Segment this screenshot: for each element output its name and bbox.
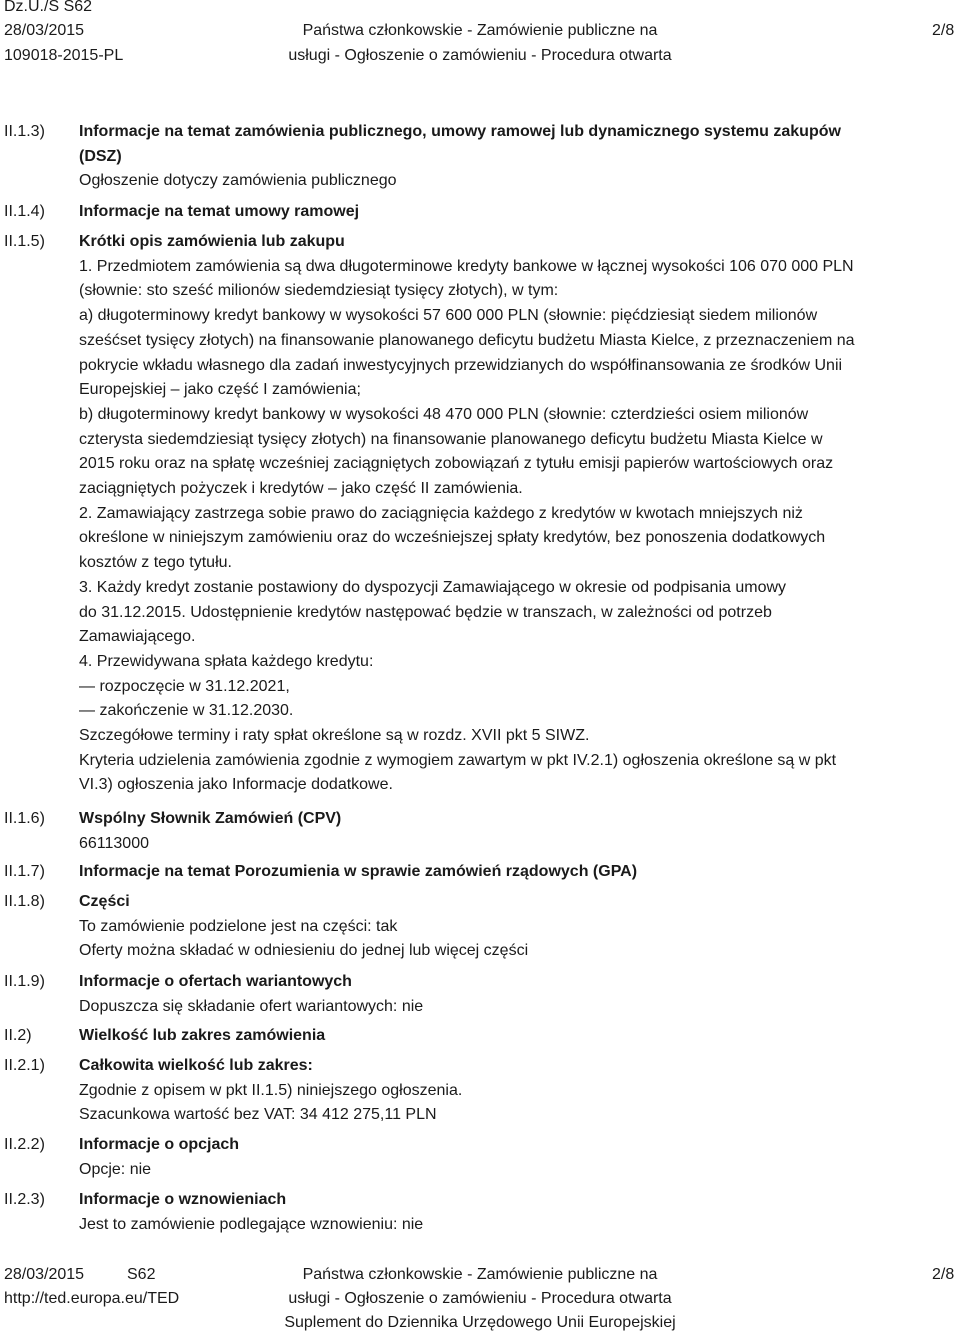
header-title-line2: usługi - Ogłoszenie o zamówieniu - Procedura otwarta: [288, 47, 672, 64]
header-journal: Dz.U./S S62: [4, 0, 93, 15]
section-heading: Wspólny Słownik Zamówień (CPV): [79, 810, 342, 827]
header-ref: 109018-2015-PL: [4, 47, 124, 64]
section-text-line: zaciągniętych pożyczek i kredytów – jako część II zamówienia.: [79, 480, 523, 498]
section-text-line: To zamówienie podzielone jest na części: tak: [79, 917, 398, 935]
section-heading: Wielkość lub zakres zamówienia: [79, 1027, 326, 1044]
section-number: II.1.5): [4, 233, 45, 250]
section-text-line: Europejskiej – jako część I zamówienia;: [79, 381, 361, 399]
section-text-line: 1. Przedmiotem zamówienia są dwa długoterminowe kredyty bankowe w łącznej wysokości 106 070 000 PLN: [79, 257, 854, 275]
section-text-line: (słownie: sto sześć milionów siedemdziesiąt tysięcy złotych), w tym:: [79, 282, 559, 300]
section-number: II.2.3): [4, 1191, 45, 1208]
section-text-line: pokrycie wkładu własnego dla zadań inwestycyjnych przewidzianych do współfinansowania ze środków Unii: [79, 356, 843, 374]
footer-title-line2: usługi - Ogłoszenie o zamówieniu - Procedura otwarta: [288, 1290, 672, 1307]
section-number: II.2): [4, 1027, 32, 1044]
section-text-line: Jest to zamówienie podlegające wznowieniu: nie: [79, 1215, 424, 1233]
section-text-line: — rozpoczęcie w 31.12.2021,: [79, 677, 290, 695]
section-block: [79, 807, 949, 856]
section-heading: Informacje na temat Porozumienia w sprawie zamówień rządowych (GPA): [79, 863, 638, 880]
section-text-line: VI.3) ogłoszenia jako Informacje dodatkowe.: [79, 776, 393, 794]
section-block: [79, 1133, 949, 1182]
section-heading: Informacje o wznowieniach: [79, 1191, 287, 1208]
section-text-line: 4. Przewidywana spłata każdego kredytu:: [79, 652, 374, 670]
section-heading: Informacje o opcjach: [79, 1136, 240, 1153]
section-text-line: określone w niniejszym zamówieniu oraz do wcześniejszej spłaty kredytów, bez ponoszenia dodatkowych: [79, 529, 826, 547]
section-number: II.2.1): [4, 1057, 45, 1074]
section-block: [79, 860, 949, 885]
header-page-number: 2/8: [932, 22, 955, 39]
section-number: II.1.3): [4, 123, 45, 140]
section-text-line: 3. Każdy kredyt zostanie postawiony do dyspozycji Zamawiającego w okresie od podpisania umowy: [79, 578, 787, 596]
header-date: 28/03/2015: [4, 22, 85, 39]
section-heading: Informacje o ofertach wariantowych: [79, 973, 352, 990]
section-block: [79, 200, 949, 225]
footer-title-line1: Państwa członkowskie - Zamówienie publiczne na: [302, 1266, 658, 1283]
section-text-line: 2. Zamawiający zastrzega sobie prawo do zaciągnięcia każdego z kredytów w kwotach mniejszych niż: [79, 504, 803, 522]
footer-page-number: 2/8: [932, 1266, 955, 1283]
section-heading: Informacje na temat umowy ramowej: [79, 203, 360, 220]
page-header: [0, 0, 960, 70]
section-heading: (DSZ): [79, 147, 122, 165]
section-number: II.1.6): [4, 810, 45, 827]
section-block: [79, 970, 949, 1019]
section-block: [79, 1188, 949, 1237]
section-heading: Informacje na temat zamówienia publicznego, umowy ramowej lub dynamicznego systemu zakupów: [79, 123, 841, 140]
section-text-line: b) długoterminowy kredyt bankowy w wysokości 48 470 000 PLN (słownie: czterdzieści osiem milionów: [79, 405, 809, 423]
section-text-line: czterysta siedemdziesiąt tysięcy złotych) na finansowanie planowanego deficytu budżetu Miasta Kielce w: [79, 430, 823, 448]
section-text-line: Ogłoszenie dotyczy zamówienia publicznego: [79, 172, 397, 190]
section-heading: Części: [79, 893, 130, 910]
section-text-line: kosztów z tego tytułu.: [79, 554, 232, 572]
section-block: [79, 890, 949, 964]
section-text-line: do 31.12.2015. Udostępnienie kredytów następować będzie w transzach, w zależności od potrzeb: [79, 603, 772, 621]
section-text-line: 2015 roku oraz na spłatę wcześniej zaciągniętych zobowiązań z tytułu emisji papierów wartościowych oraz: [79, 455, 834, 473]
footer-issue: S62: [127, 1266, 156, 1283]
section-heading: Krótki opis zamówienia lub zakupu: [79, 233, 345, 250]
section-text-line: Szczegółowe terminy i raty spłat określone są w rozdz. XVII pkt 5 SIWZ.: [79, 727, 590, 745]
section-number: II.1.8): [4, 893, 45, 910]
section-block: [79, 1054, 949, 1128]
footer-url: http://ted.europa.eu/TED: [4, 1290, 180, 1307]
section-text-line: Dopuszcza się składanie ofert wariantowych: nie: [79, 997, 424, 1015]
section-heading: Całkowita wielkość lub zakres:: [79, 1057, 313, 1074]
section-number: II.2.2): [4, 1136, 45, 1153]
footer-date: 28/03/2015: [4, 1266, 85, 1283]
section-text-line: Kryteria udzielenia zamówienia zgodnie z wymogiem zawartym w pkt IV.2.1) ogłoszenia określone są w pkt: [79, 751, 837, 769]
page-footer: [0, 1262, 960, 1334]
section-text-line: sześćset tysięcy złotych) na finansowanie planowanego deficytu budżetu Miasta Kielce, z przeznaczeniem na: [79, 331, 855, 349]
footer-title-line3: Suplement do Dziennika Urzędowego Unii Europejskiej: [284, 1314, 676, 1331]
section-text-line: — zakończenie w 31.12.2030.: [79, 702, 294, 720]
section-text-line: Zamawiającego.: [79, 628, 196, 646]
section-block: [79, 230, 949, 798]
section-text-line: 66113000: [79, 834, 149, 852]
section-number: II.1.4): [4, 203, 45, 220]
header-title-line1: Państwa członkowskie - Zamówienie publiczne na: [302, 22, 658, 39]
section-text-line: Szacunkowa wartość bez VAT: 34 412 275,11 PLN: [79, 1106, 437, 1124]
section-number: II.1.9): [4, 973, 45, 990]
section-text-line: Oferty można składać w odniesieniu do jednej lub więcej części: [79, 942, 529, 960]
section-block: [79, 120, 949, 194]
section-text-line: Zgodnie z opisem w pkt II.1.5) niniejszego ogłoszenia.: [79, 1081, 463, 1099]
section-block: [79, 1024, 949, 1049]
section-text-line: Opcje: nie: [79, 1160, 152, 1178]
section-number: II.1.7): [4, 863, 45, 880]
section-text-line: a) długoterminowy kredyt bankowy w wysokości 57 600 000 PLN (słownie: pięćdziesiąt siedem milionów: [79, 307, 818, 325]
